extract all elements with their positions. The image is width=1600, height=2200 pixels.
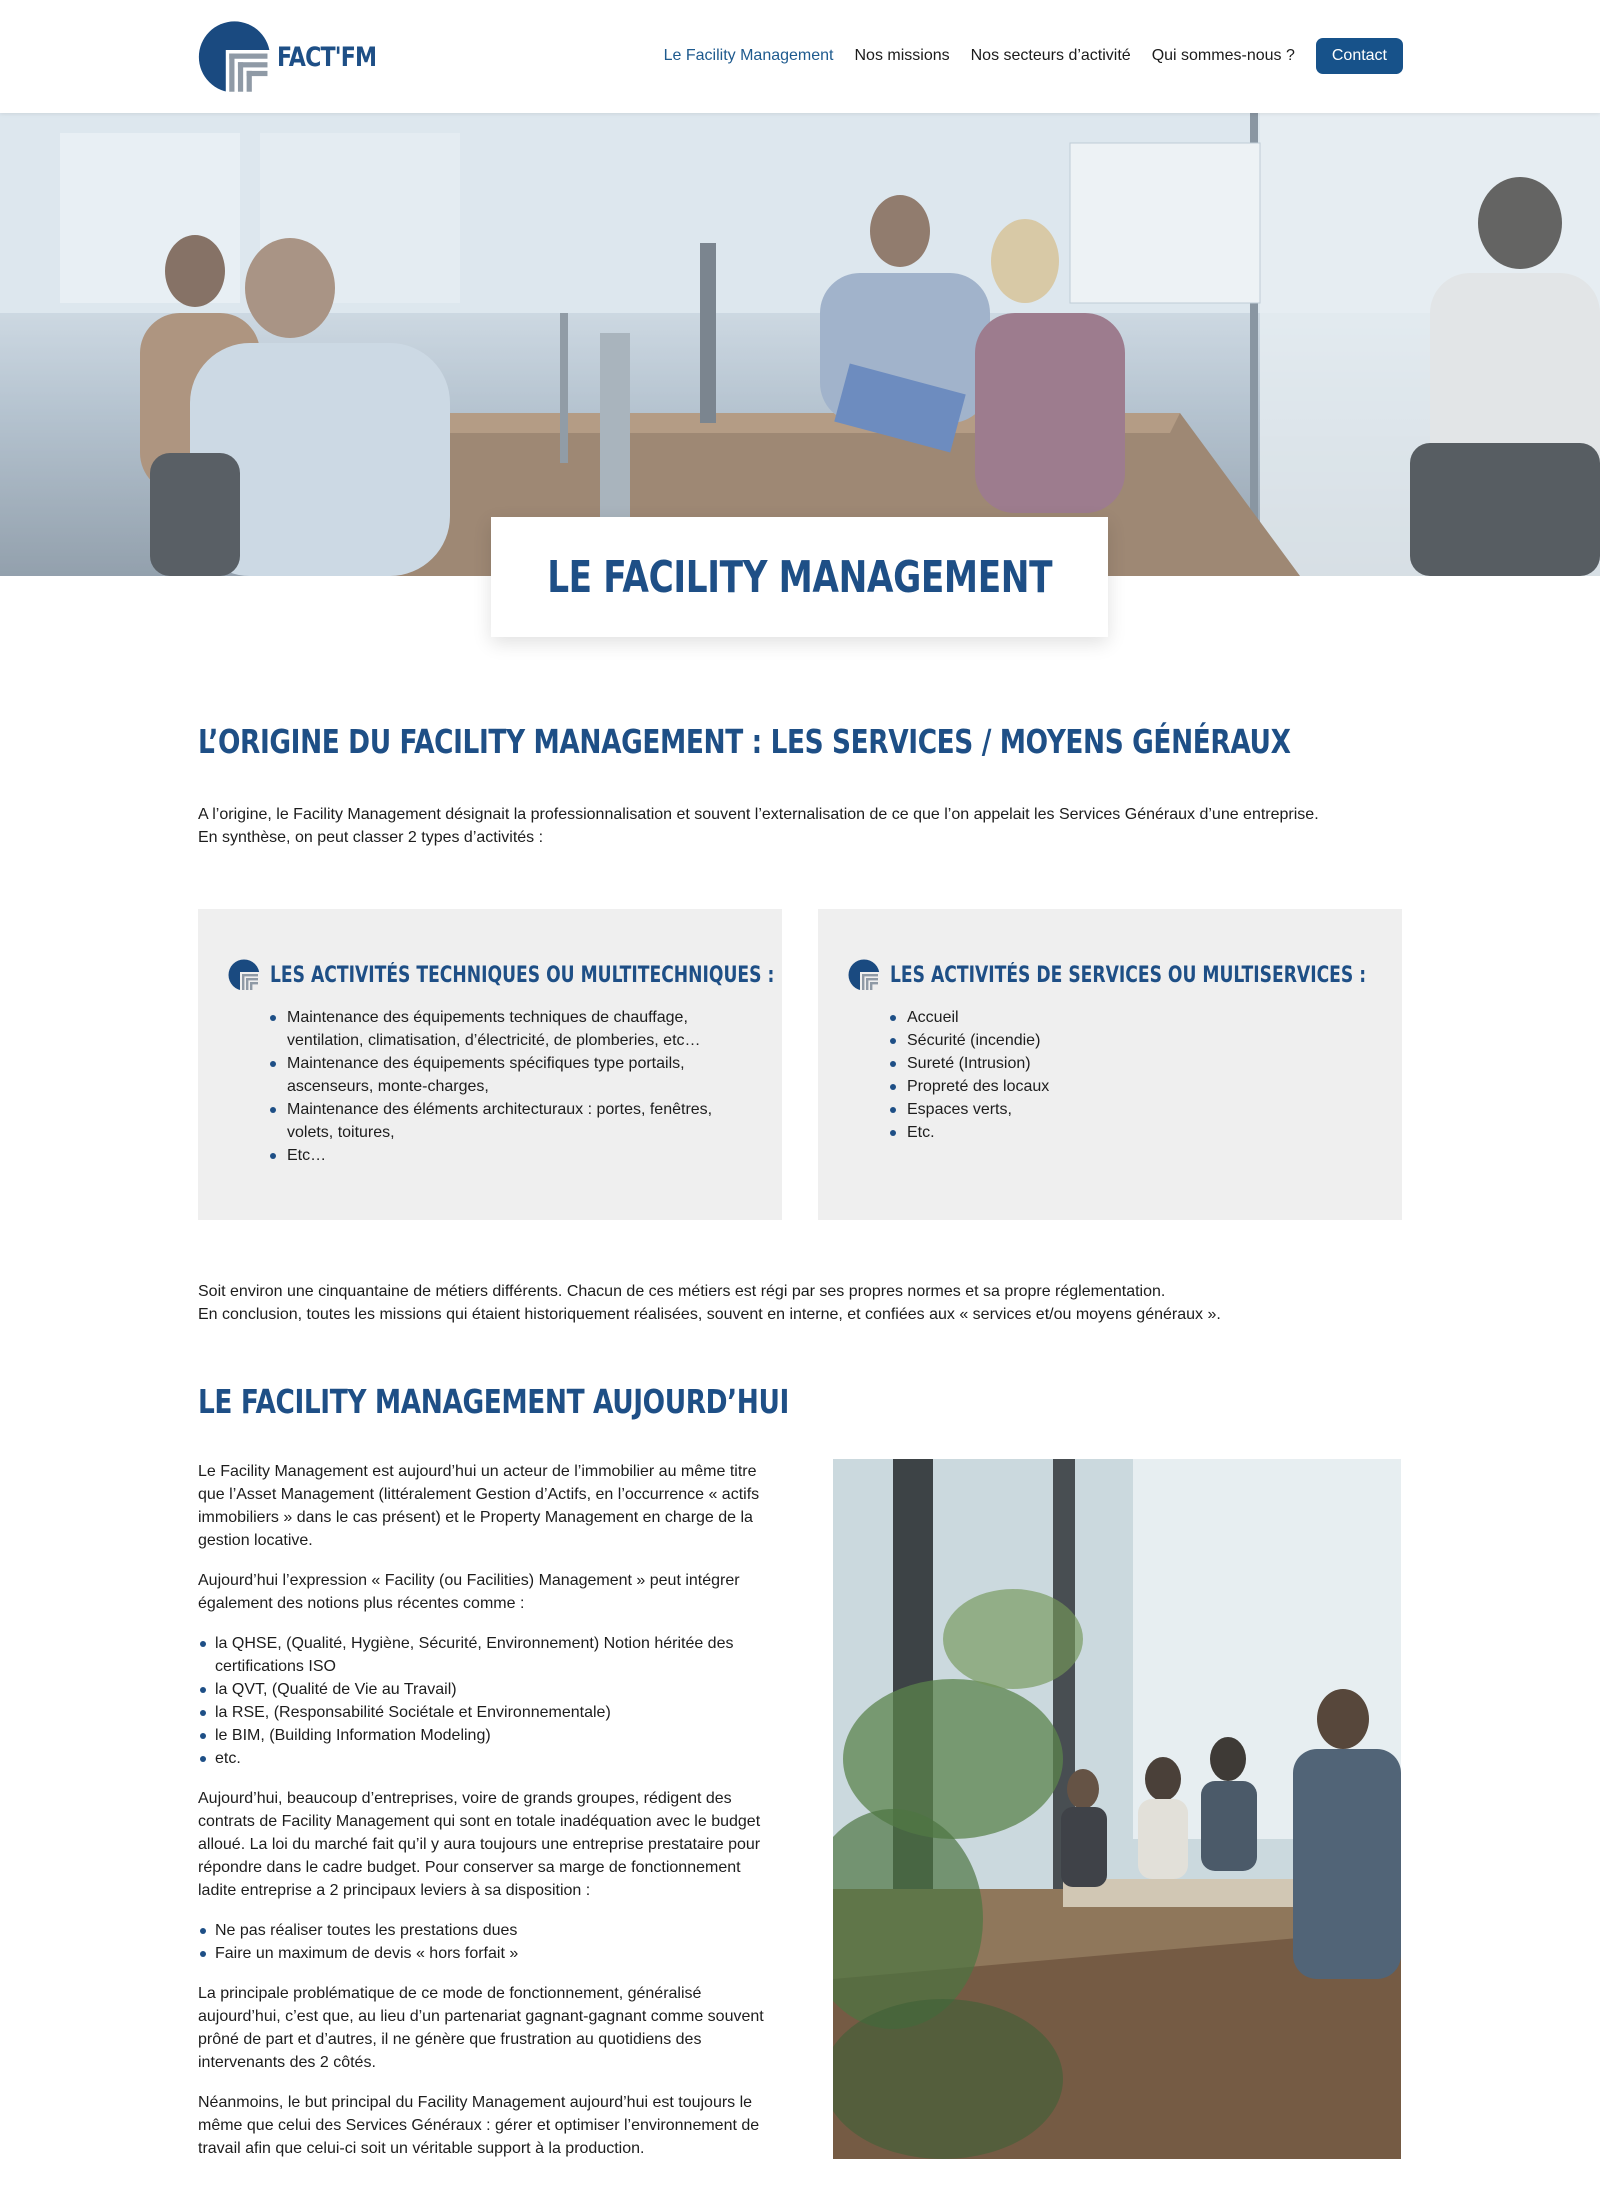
card-title: LES ACTIVITÉS DE SERVICES OU MULTISERVICES :: [890, 962, 1367, 988]
hero-office-photo: [0, 113, 1600, 576]
service-activities-list: [907, 1006, 1377, 1144]
card-title: LES ACTIVITÉS TECHNIQUES OU MULTITECHNIQUES :: [270, 962, 775, 988]
logo-bullet-icon: [228, 959, 260, 991]
list-item: Maintenance des éléments architecturaux : portes, fenêtres, volets, toitures,: [287, 1098, 757, 1144]
origin-outro-1: Soit environ une cinquantaine de métiers différents. Chacun de ces métiers est régi par ses propres normes et sa propre réglementation.: [198, 1283, 1166, 1300]
today-notions-list: [215, 1632, 773, 1770]
card-header: [848, 959, 1500, 991]
origin-outro-2: En conclusion, toutes les missions qui étaient historiquement réalisées, souvent en interne, et confiées aux « services et/ou moyens généraux ».: [198, 1306, 1221, 1323]
nav-link-missions[interactable]: Nos missions: [854, 47, 950, 64]
list-item: Maintenance des équipements techniques de chauffage, ventilation, climatisation, d’électricité, de plomberies, etc…: [287, 1006, 757, 1052]
list-item: le BIM, (Building Information Modeling): [215, 1724, 773, 1747]
today-heading: LE FACILITY MANAGEMENT AUJOURD’HUI: [198, 1382, 789, 1421]
logo-text: FACT'FM: [276, 41, 377, 73]
list-item: Propreté des locaux: [907, 1075, 1377, 1098]
meeting-room-photo: [833, 1459, 1401, 2159]
list-item: la RSE, (Responsabilité Sociétale et Environnementale): [215, 1701, 773, 1724]
list-item: Accueil: [907, 1006, 1377, 1029]
today-levers-list: [215, 1919, 773, 1965]
contact-button[interactable]: Contact: [1316, 38, 1403, 74]
card-service-activities: [818, 909, 1402, 1220]
today-paragraph-3: Aujourd’hui, beaucoup d’entreprises, voire de grands groupes, rédigent des contrats de Facility Management qui sont en totale inadéquation avec le budget alloué. La loi du marché fait qu’il y aura toujours une entreprise prestataire pour répondre dans le cadre budget. Pour conserver sa marge de fonctionnement ladite entreprise a 2 principaux leviers à sa disposition :: [198, 1790, 761, 1899]
today-paragraph-1: Le Facility Management est aujourd’hui un acteur de l’immobilier au même titre que l’Asset Management (littéralement Gestion d’Actifs, en l’occurrence « actifs immobiliers » dans le cas présent) et le Property Management en charge de la gestion locative.: [198, 1463, 760, 1549]
list-item: la QHSE, (Qualité, Hygiène, Sécurité, Environnement) Notion héritée des certifications ISO: [215, 1632, 773, 1678]
nav-link-qui-sommes-nous[interactable]: Qui sommes-nous ?: [1151, 47, 1295, 64]
list-item: Sureté (Intrusion): [907, 1052, 1377, 1075]
logo-bullet-icon: [848, 959, 880, 991]
list-item: Ne pas réaliser toutes les prestations dues: [215, 1919, 773, 1942]
origin-intro-1: A l’origine, le Facility Management désignait la professionnalisation et souvent l’externalisation de ce que l’on appelait les Services Généraux d’une entreprise.: [198, 806, 1319, 823]
technical-activities-list: [287, 1006, 757, 1167]
hero-illustration: [0, 113, 1600, 576]
list-item: Etc.: [907, 1121, 1377, 1144]
card-technical-activities: [198, 909, 782, 1220]
site-header: [0, 0, 1600, 113]
origin-heading: L’ORIGINE DU FACILITY MANAGEMENT : LES SERVICES / MOYENS GÉNÉRAUX: [198, 722, 1291, 761]
today-paragraph-4: La principale problématique de ce mode de fonctionnement, généralisé aujourd’hui, c’est que, au lieu d’un partenariat gagnant-gagnant comme souvent prôné de part et d’autres, il ne génère que frustration au quotidiens des intervenants des 2 côtés.: [198, 1985, 764, 2071]
list-item: Faire un maximum de devis « hors forfait »: [215, 1942, 773, 1965]
logo[interactable]: [198, 14, 398, 100]
card-header: [228, 959, 917, 991]
list-item: Espaces verts,: [907, 1098, 1377, 1121]
meeting-illustration: [833, 1459, 1401, 2159]
page-title-card: [491, 517, 1108, 637]
today-paragraph-2: Aujourd’hui l’expression « Facility (ou Facilities) Management » peut intégrer également des notions plus récentes comme :: [198, 1572, 740, 1612]
nav-link-facility-management[interactable]: Le Facility Management: [663, 47, 834, 64]
list-item: etc.: [215, 1747, 773, 1770]
today-text-column: [198, 1460, 773, 2177]
page-title: LE FACILITY MANAGEMENT: [547, 551, 1052, 603]
list-item: Etc…: [287, 1144, 757, 1167]
today-paragraph-5: Néanmoins, le but principal du Facility Management aujourd’hui est toujours le même que celui des Services Généraux : gérer et optimiser l’environnement de travail afin que celui-ci soit un véritable support à la production.: [198, 2094, 760, 2157]
main-nav: [643, 38, 1403, 74]
list-item: la QVT, (Qualité de Vie au Travail): [215, 1678, 773, 1701]
origin-intro-2: En synthèse, on peut classer 2 types d’activités :: [198, 829, 544, 846]
nav-link-secteurs[interactable]: Nos secteurs d’activité: [970, 47, 1131, 64]
list-item: Sécurité (incendie): [907, 1029, 1377, 1052]
logo-mark-icon: [198, 15, 271, 99]
list-item: Maintenance des équipements spécifiques type portails, ascenseurs, monte-charges,: [287, 1052, 757, 1098]
